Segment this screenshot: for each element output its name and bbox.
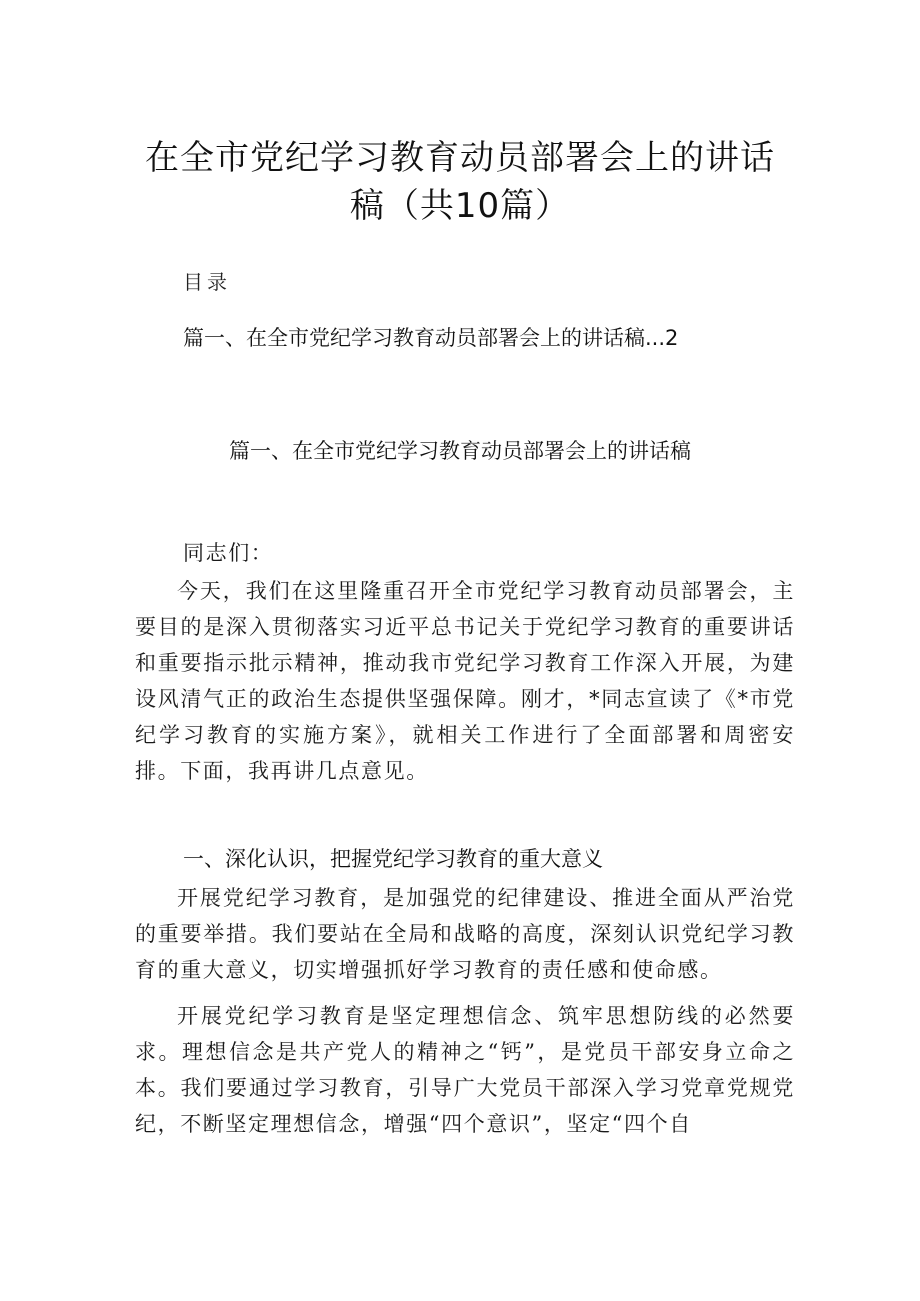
paragraph-3: 开展党纪学习教育是坚定理想信念、筑牢思想防线的必然要求。理想信念是共产党人的精神之“钙”，是党员干部安身立命之本。我们要通过学习教育，引导广大党员干部深入学习党章党规党纪，不断坚定理想信念，增强“四个意识”，坚定“四个自 xyxy=(135,1004,795,1136)
document-title xyxy=(120,134,800,230)
paragraph-2: 开展党纪学习教育，是加强党的纪律建设、推进全面从严治党的重要举措。我们要站在全局和战略的高度，深刻认识党纪学习教育的重大意义，切实增强抓好学习教育的责任感和使命感。 xyxy=(135,886,795,982)
section-heading: 篇一、在全市党纪学习教育动员部署会上的讲话稿 xyxy=(229,439,691,463)
title-line-1: 在全市党纪学习教育动员部署会上的讲话 xyxy=(145,138,775,178)
heading-section-1: 一、深化认识，把握党纪学习教育的重大意义 xyxy=(183,847,603,871)
section-1-body xyxy=(135,880,795,1142)
salutation: 同志们： xyxy=(183,541,274,565)
toc-label: 目录 xyxy=(183,270,231,294)
toc-entry-1[interactable]: 篇一、在全市党纪学习教育动员部署会上的讲话稿...2 xyxy=(183,326,679,350)
paragraph-1: 今天，我们在这里隆重召开全市党纪学习教育动员部署会，主要目的是深入贯彻落实习近平总书记关于党纪学习教育的重要讲话和重要指示批示精神，推动我市党纪学习教育工作深入开展，为建设风清气正的政治生态提供坚强保障。刚才，*同志宣读了《*市党纪学习教育的实施方案》，就相关工作进行了全面部署和周密安排。下面，我再讲几点意见。 xyxy=(135,579,795,783)
intro-body xyxy=(135,573,795,789)
title-line-2: 稿（共10篇） xyxy=(349,186,571,226)
